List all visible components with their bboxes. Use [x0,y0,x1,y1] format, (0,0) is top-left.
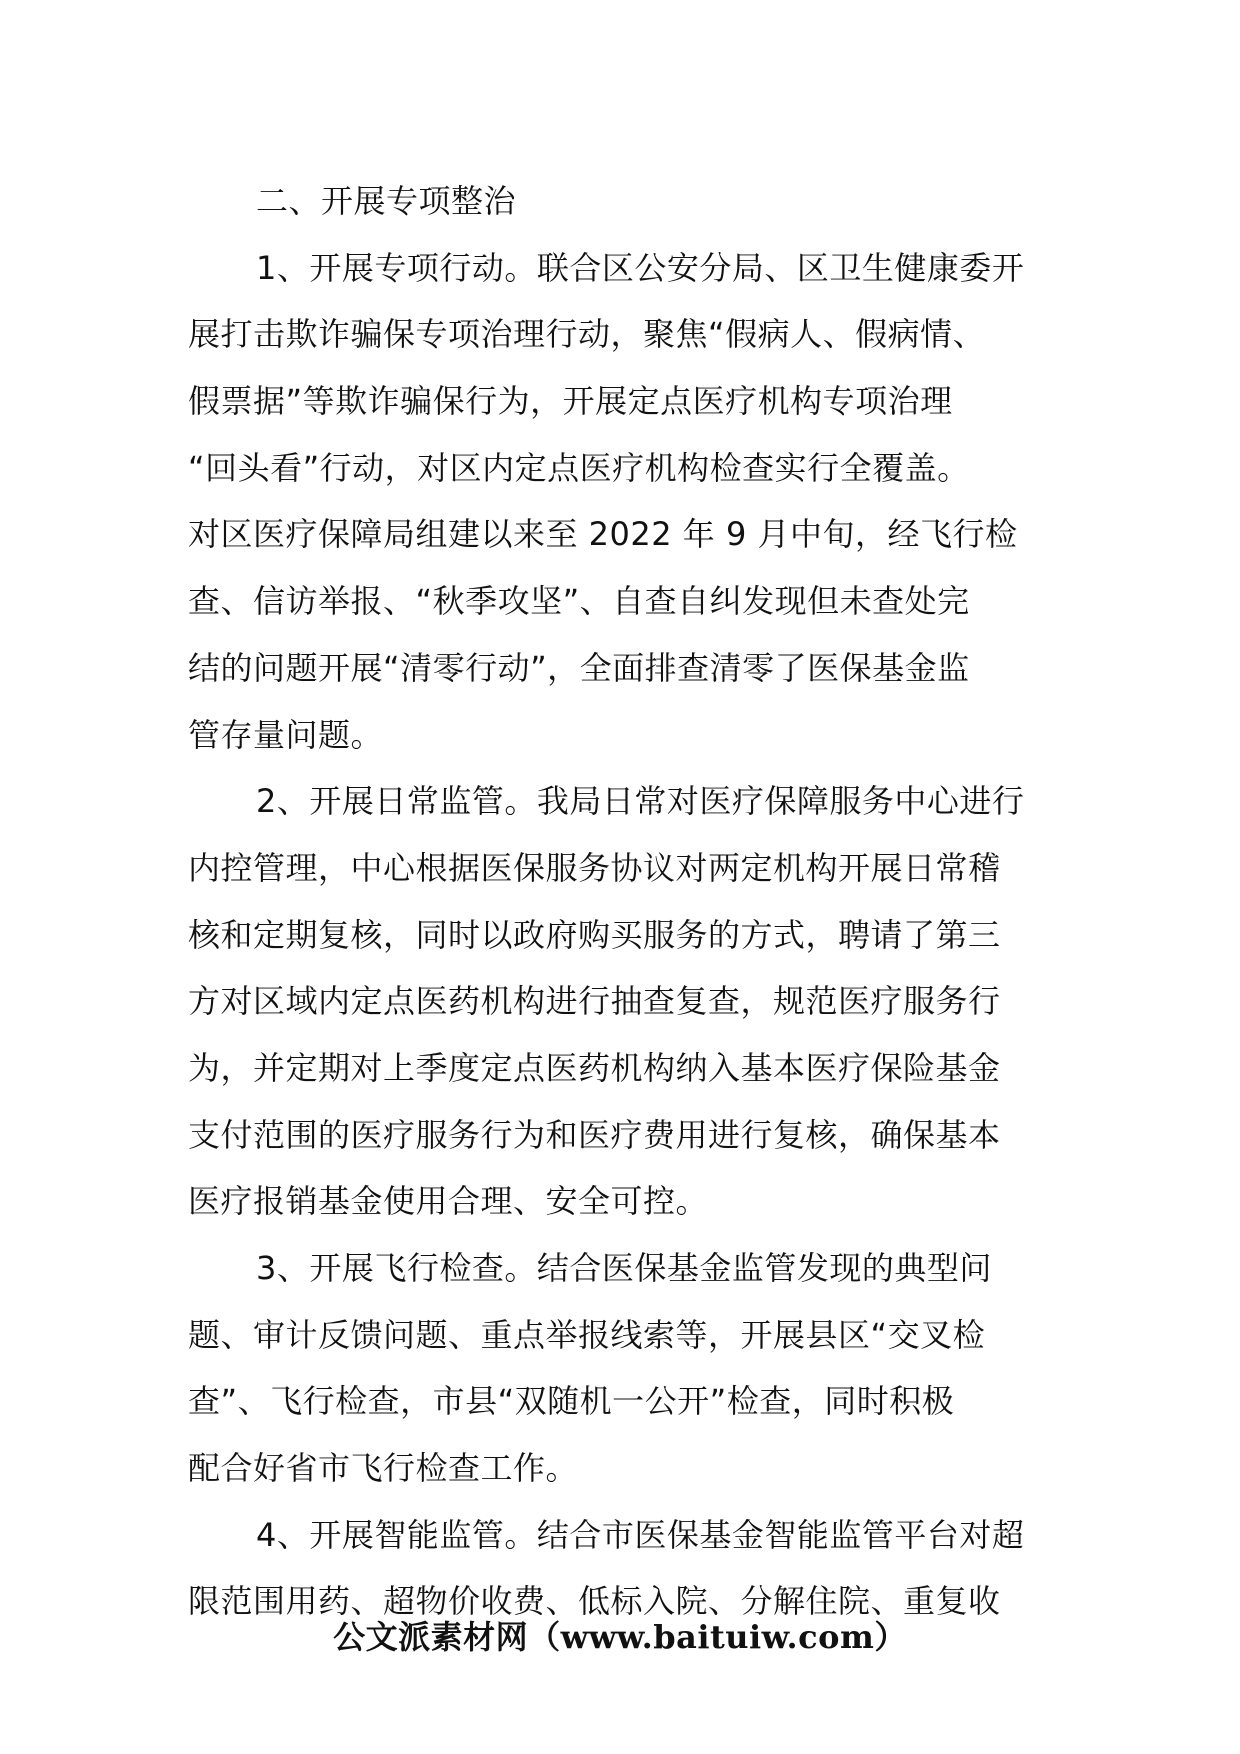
paragraph-line: 核和定期复核，同时以政府购买服务的方式，聘请了第三 [188,915,1001,954]
paragraph-line: 查”、飞行检查，市县“双随机一公开”检查，同时积极 [188,1382,955,1421]
paragraph-line: 查、信访举报、“秋季攻坚”、自查自纠发现但未查处完 [188,582,970,621]
footer-watermark: 公文派素材网（www.baituiw.com） [333,1618,907,1656]
paragraph-line: 限范围用药、超物价收费、低标入院、分解住院、重复收 [188,1582,1001,1621]
paragraph-line: 支付范围的医疗服务行为和医疗费用进行复核，确保基本 [188,1115,1001,1154]
paragraph-line: 内控管理，中心根据医保服务协议对两定机构开展日常稽 [188,848,1001,887]
paragraph-line: 结的问题开展“清零行动”，全面排查清零了医保基金监 [188,648,970,687]
paragraph-line: 对区医疗保障局组建以来至 2022 年 9 月中旬，经飞行检 [188,515,1018,554]
paragraph-line: 为，并定期对上季度定点医药机构纳入基本医疗保险基金 [188,1048,1001,1087]
paragraph-line: 展打击欺诈骗保专项治理行动，聚焦“假病人、假病情、 [188,315,986,354]
paragraph-line: 1、开展专项行动。联合区公安分局、区卫生健康委开 [256,248,1025,287]
section-heading: 二、开展专项整治 [256,182,517,220]
paragraph-line: 2、开展日常监管。我局日常对医疗保障服务中心进行 [256,782,1025,821]
paragraph-line: 方对区域内定点医药机构进行抽查复查，规范医疗服务行 [188,982,1001,1021]
paragraph-line: 管存量问题。 [188,715,384,754]
paragraph-line: 配合好省市飞行检查工作。 [188,1449,579,1488]
paragraph-line: 医疗报销基金使用合理、安全可控。 [188,1182,709,1221]
paragraph-line: 假票据”等欺诈骗保行为，开展定点医疗机构专项治理 [188,382,953,421]
paragraph-line: 3、开展飞行检查。结合医保基金监管发现的典型问 [256,1249,992,1287]
paragraph-line: 4、开展智能监管。结合市医保基金智能监管平台对超 [256,1515,1025,1554]
paragraph-line: “回头看”行动，对区内定点医疗机构检查实行全覆盖。 [188,448,970,487]
document-body [188,168,1056,1635]
paragraph-line: 题、审计反馈问题、重点举报线索等，开展县区“交叉检 [188,1315,986,1354]
